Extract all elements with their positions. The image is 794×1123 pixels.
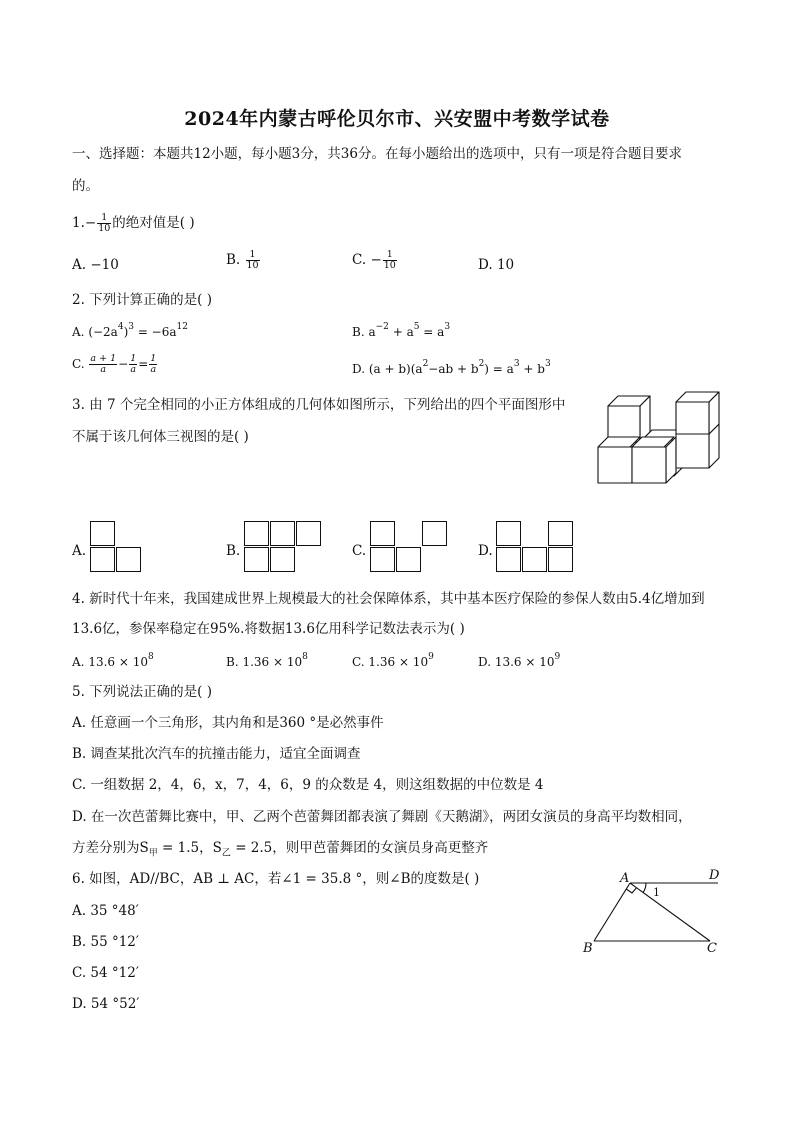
text: 方差分别为S	[72, 840, 149, 856]
frac-num: 1	[246, 250, 260, 261]
square	[496, 547, 521, 572]
expr-exp: 3	[444, 322, 451, 332]
square	[370, 547, 395, 572]
expr-exp: 3	[128, 322, 134, 332]
q2-option-a[interactable]	[72, 323, 188, 341]
option-label: D.	[352, 362, 366, 376]
expr-exp: 3	[513, 359, 520, 369]
label-a: A	[620, 871, 630, 886]
option-label: B.	[226, 252, 241, 268]
option-label: B.	[352, 325, 365, 339]
frac-num: a + 1	[90, 353, 117, 364]
option-exponent: 9	[554, 652, 561, 662]
square	[370, 521, 395, 546]
q1-option-d[interactable]	[478, 256, 514, 274]
q4-option-a[interactable]	[72, 653, 154, 671]
q1-frac-den: 10	[98, 223, 111, 234]
square	[548, 547, 573, 572]
square	[422, 521, 447, 546]
q6-stem: 6. 如图，AD//BC，AB ⊥ AC，若∠1 = 35.8 °，则∠B的度数是( )	[72, 871, 480, 887]
square	[90, 547, 115, 572]
angle-1-arc	[643, 883, 646, 893]
frac-den: a	[130, 364, 137, 375]
q1-option-b[interactable]	[226, 250, 261, 271]
q5-option-a[interactable]: A. 任意画一个三角形，其内角和是360 °是必然事件	[72, 715, 384, 731]
q5-stem: 5. 下列说法正确的是( )	[72, 684, 212, 700]
q1-number: 1.	[72, 215, 85, 231]
square	[244, 547, 269, 572]
q3-stem-line2: 不属于该几何体三视图的是( )	[72, 429, 249, 445]
fraction	[89, 354, 117, 375]
q5-option-d-cont[interactable]	[72, 839, 488, 857]
option-label: C.	[72, 357, 85, 371]
cube-right-top	[676, 392, 719, 434]
frac-num: 1	[130, 353, 137, 364]
q6-option-b[interactable]: B. 55 °12′	[72, 934, 139, 950]
q3-option-d-label[interactable]: D.	[478, 543, 493, 559]
q2-option-b[interactable]	[352, 323, 450, 341]
option-text: −10	[90, 257, 119, 273]
line-ab	[594, 883, 630, 941]
expr-part: )	[123, 325, 129, 339]
text: = 1.5，S	[157, 840, 222, 856]
q6-option-c[interactable]: C. 54 °12′	[72, 965, 139, 981]
q3-stem-line1: 3. 由 7 个完全相同的小正方体组成的几何体如图所示，下列给出的四个平面图形中	[72, 397, 566, 413]
q5-option-c[interactable]: C. 一组数据 2，4，6，x，7，4，6，9 的众数是 4，则这组数据的中位数是 4	[72, 777, 544, 793]
option-label: D.	[478, 655, 492, 669]
expr-part: (−2a	[88, 325, 118, 339]
q3-cube-figure	[598, 392, 723, 486]
q1-stem-tail: 的绝对值是( )	[112, 215, 195, 231]
q4-stem-line1: 4. 新时代十年来，我国建成世界上规模最大的社会保障体系，其中基本医疗保险的参保人数由5.4亿增加到	[72, 591, 705, 607]
frac-den: a	[100, 364, 107, 375]
option-mantissa: 13.6 × 10	[88, 655, 148, 669]
operator: −	[118, 357, 129, 371]
expr-part: (a + b)(a	[368, 362, 423, 376]
q1-option-c[interactable]	[352, 250, 398, 271]
q2-option-d[interactable]	[352, 360, 551, 378]
fraction	[149, 354, 157, 375]
expr-part: ) = a	[484, 362, 514, 376]
option-label: A.	[72, 325, 85, 339]
expr-exp: 2	[478, 359, 485, 369]
option-label: B.	[226, 655, 239, 669]
q4-option-d[interactable]	[478, 653, 560, 671]
expr-exp: 2	[422, 359, 429, 369]
expr-part: = a	[419, 325, 445, 339]
option-text: 10	[496, 257, 515, 273]
subscript: 乙	[221, 848, 231, 859]
square	[116, 547, 141, 572]
q3-option-a-label[interactable]: A.	[72, 543, 87, 559]
fraction	[129, 354, 137, 375]
section-instructions: 一、选择题：本题共12小题，每小题3分，共36分。在每小题给出的选项中，只有一项是符合题目要求	[72, 146, 682, 162]
square	[296, 521, 321, 546]
square	[90, 521, 115, 546]
option-exponent: 8	[147, 652, 154, 662]
q1-fraction	[97, 213, 111, 234]
square	[496, 521, 521, 546]
q1-stem	[72, 213, 195, 234]
square	[244, 521, 269, 546]
right-angle-mark	[626, 888, 637, 894]
label-angle-1: 1	[653, 886, 660, 899]
expr-part: −ab + b	[428, 362, 479, 376]
option-exponent: 9	[428, 652, 434, 662]
frac-num: 1	[383, 250, 397, 261]
expr-part: + a	[388, 325, 414, 339]
square	[270, 547, 295, 572]
option-prefix: −	[370, 252, 382, 268]
option-label: C.	[352, 655, 365, 669]
option-label: A.	[72, 655, 85, 669]
expr-part: + b	[519, 362, 545, 376]
frac-den: 10	[246, 260, 259, 271]
label-b: B	[583, 941, 593, 956]
section-instructions-cont: 的。	[72, 178, 99, 194]
square	[548, 521, 573, 546]
square	[396, 547, 421, 572]
label-d: D	[709, 868, 720, 883]
q4-option-c[interactable]	[352, 653, 434, 671]
text: = 2.5，则甲芭蕾舞团的女演员身高更整齐	[230, 840, 489, 856]
cube-front-middle	[632, 437, 676, 483]
expr-part: a	[368, 325, 376, 339]
option-label: C.	[352, 252, 367, 268]
q5-option-b[interactable]: B. 调查某批次汽车的抗撞击能力，适宜全面调查	[72, 746, 361, 762]
frac-den: 10	[383, 260, 396, 271]
label-c: C	[707, 941, 717, 956]
q5-option-d[interactable]: D. 在一次芭蕾舞比赛中，甲、乙两个芭蕾舞团都表演了舞剧《天鹅湖》，两团女演员的身高平均数相同，	[72, 809, 692, 825]
frac-den: a	[150, 364, 157, 375]
expr-exp: 12	[176, 322, 188, 332]
q4-stem-line2: 13.6亿，参保率稳定在95%.将数据13.6亿用科学记数法表示为( )	[72, 621, 465, 637]
expr-exp: −2	[375, 322, 389, 332]
cube-top-left	[608, 396, 650, 442]
square	[522, 547, 547, 572]
page-title: 2024年内蒙古呼伦贝尔市、兴安盟中考数学试卷	[184, 108, 610, 130]
option-exponent: 8	[302, 652, 308, 662]
q2-stem: 2. 下列计算正确的是( )	[72, 292, 212, 308]
subscript: 甲	[148, 848, 158, 859]
option-mantissa: 1.36 × 10	[242, 655, 303, 669]
option-label: A.	[72, 257, 87, 273]
q6-triangle-figure	[580, 868, 730, 958]
expr-exp: 3	[544, 359, 551, 369]
option-label: D.	[478, 257, 493, 273]
square	[270, 521, 295, 546]
q1-frac-num: 1	[97, 213, 111, 224]
q6-option-a[interactable]: A. 35 °48′	[72, 903, 139, 919]
expr-exp: 4	[117, 322, 124, 332]
q4-option-b[interactable]	[226, 653, 308, 671]
frac-num: 1	[150, 353, 157, 364]
option-fraction	[246, 250, 260, 271]
option-fraction	[383, 250, 397, 271]
q6-option-d[interactable]: D. 54 °52′	[72, 996, 140, 1012]
option-mantissa: 1.36 × 10	[368, 655, 429, 669]
q2-option-c[interactable]	[72, 354, 158, 375]
option-mantissa: 13.6 × 10	[494, 655, 555, 669]
q3-option-c-label[interactable]: C.	[352, 543, 367, 559]
q1-option-a[interactable]	[72, 256, 119, 274]
operator: =	[138, 357, 149, 371]
line-ac	[630, 883, 710, 941]
q3-option-b-label[interactable]: B.	[226, 543, 241, 559]
expr-exp: 5	[413, 322, 420, 332]
expr-part: = −6a	[134, 325, 177, 339]
q1-neg: −	[84, 215, 97, 231]
